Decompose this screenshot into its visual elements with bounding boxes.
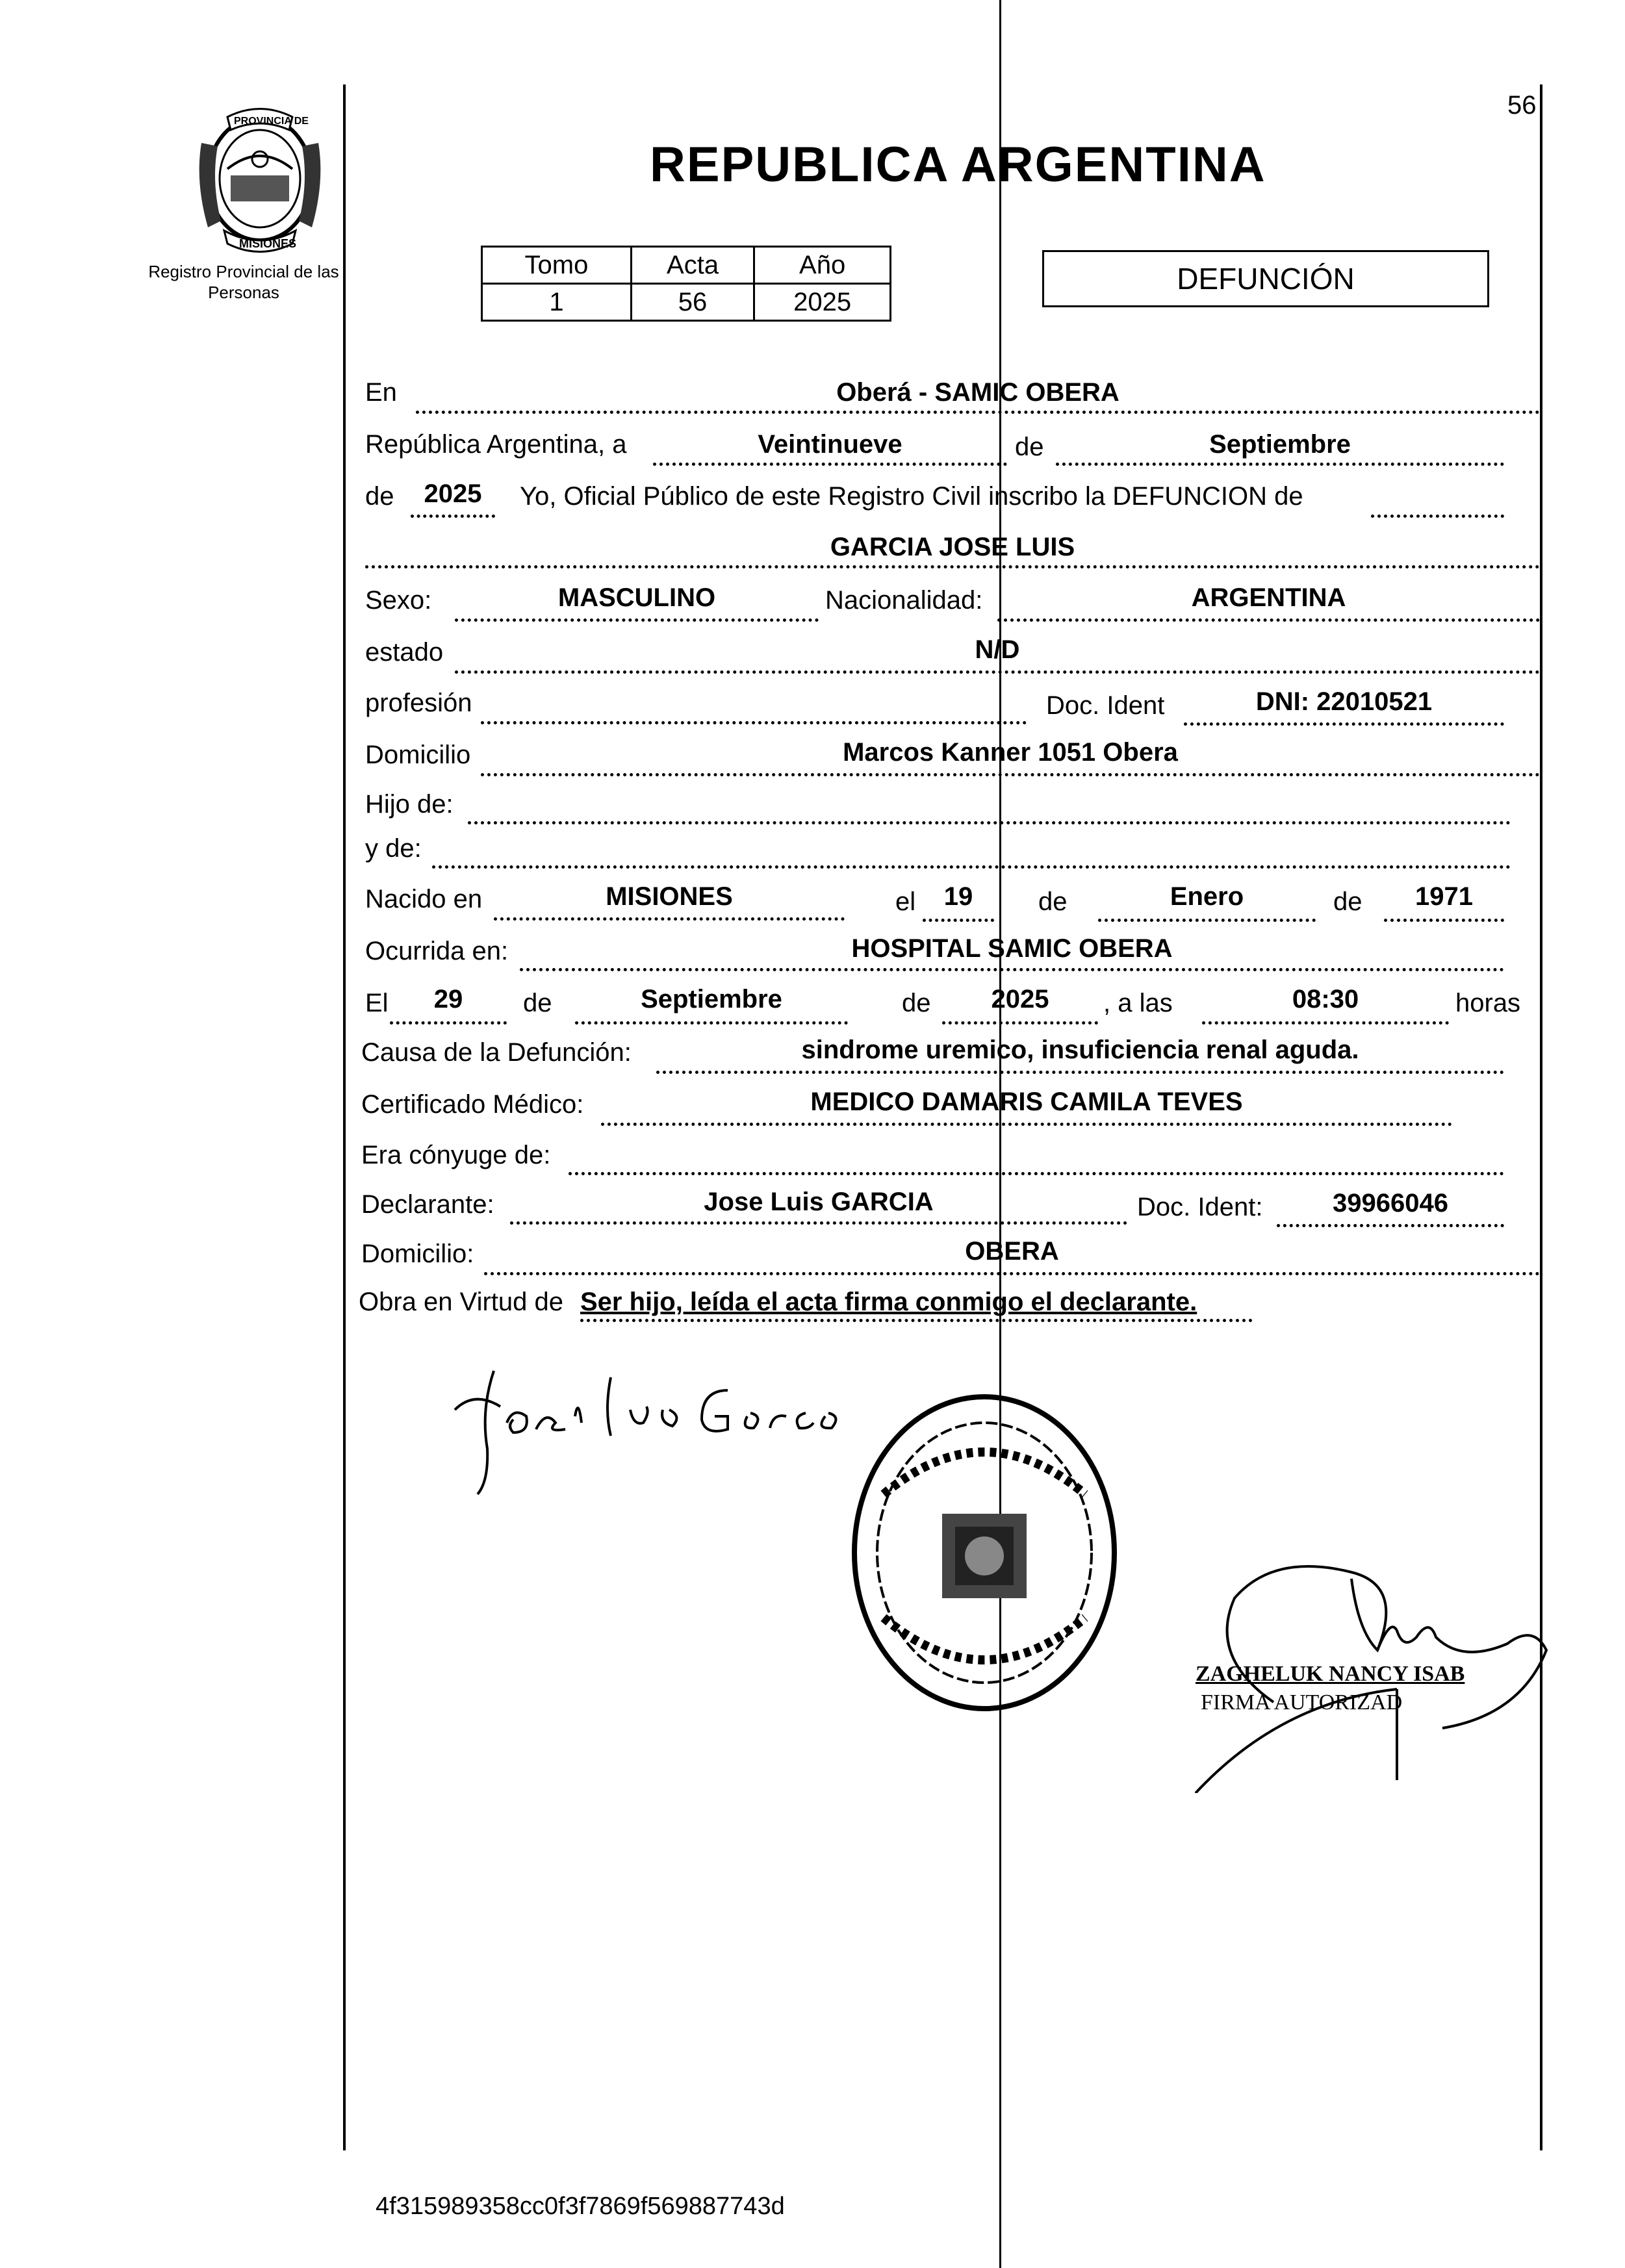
dots-ocurrida-en: [520, 968, 1504, 971]
dots-lugar: [416, 411, 1540, 414]
label-de-5: de: [523, 989, 552, 1017]
official-circular-stamp: [838, 1384, 1131, 1722]
right-margin-line: [1540, 84, 1542, 2150]
value-nac-dia: 19: [943, 882, 973, 911]
dots-mes: [1056, 463, 1504, 466]
table-value-acta: 56: [631, 284, 754, 321]
label-y-de: y de:: [365, 834, 422, 863]
dots-certificado: [601, 1123, 1452, 1126]
value-lugar: Oberá - SAMIC OBERA: [836, 378, 1120, 407]
dots-estado: [455, 670, 1540, 674]
value-certificado: MEDICO DAMARIS CAMILA TEVES: [810, 1088, 1243, 1116]
label-en: En: [365, 378, 397, 407]
table-value-row: [482, 284, 891, 321]
label-el-cap: El: [365, 989, 389, 1017]
dots-nac-dia: [923, 919, 994, 922]
label-nacionalidad: Nacionalidad:: [825, 586, 983, 615]
official-signature: [1183, 1520, 1559, 1793]
value-obra: Ser hijo, leída el acta firma conmigo el declarante.: [580, 1288, 1197, 1316]
value-nombre: GARCIA JOSE LUIS: [830, 533, 1075, 561]
table-header-anio: Año: [754, 247, 891, 284]
value-nac-anio: 1971: [1415, 882, 1473, 911]
dots-nac-mes: [1098, 919, 1316, 922]
registry-name: Registro Provincial de las Personas: [148, 262, 339, 302]
label-domicilio: Domicilio: [365, 741, 471, 769]
label-de-2: de: [365, 482, 394, 511]
label-certificado: Certificado Médico:: [361, 1090, 584, 1119]
dots-def-mes: [575, 1021, 848, 1025]
dots-nombre: [365, 565, 1540, 568]
label-profesion: profesión: [365, 689, 472, 717]
label-yo: Yo, Oficial Público de este Registro Civil inscribo la DEFUNCION de: [520, 482, 1303, 511]
dots-profesion: [481, 721, 1027, 724]
label-de-6: de: [902, 989, 931, 1017]
label-horas: horas: [1455, 989, 1521, 1017]
dots-causa: [656, 1071, 1504, 1074]
value-estado: N/D: [975, 635, 1020, 664]
table-header-tomo: Tomo: [482, 247, 632, 284]
seal-text-top: PROVINCIA DE: [234, 116, 309, 127]
value-ocurrida-en: HOSPITAL SAMIC OBERA: [851, 934, 1173, 963]
table-value-tomo: 1: [482, 284, 632, 321]
label-conyuge: Era cónyuge de:: [361, 1141, 551, 1169]
label-a-las: , a las: [1103, 989, 1173, 1017]
dots-conyuge: [569, 1172, 1504, 1175]
dots-sexo: [455, 618, 819, 622]
dots-declarante: [510, 1221, 1127, 1225]
label-hijo-de: Hijo de:: [365, 790, 454, 819]
label-nacido-en: Nacido en: [365, 885, 483, 913]
label-obra: Obra en Virtud de: [359, 1288, 564, 1316]
label-estado: estado: [365, 638, 444, 667]
label-doc-ident-declarante: Doc. Ident:: [1137, 1193, 1263, 1221]
left-margin-line: [343, 84, 346, 2150]
value-nac-mes: Enero: [1170, 882, 1244, 911]
dots-nac-anio: [1384, 919, 1504, 922]
value-hora: 08:30: [1292, 985, 1359, 1013]
declarant-signature: [416, 1351, 845, 1501]
dots-y-de: [432, 865, 1511, 869]
dots-anio: [411, 515, 495, 518]
value-sexo: MASCULINO: [557, 583, 716, 612]
seal-text-bottom: MISIONES: [239, 237, 297, 250]
dots-hora: [1202, 1021, 1449, 1025]
value-documento: DNI: 22010521: [1255, 687, 1433, 716]
label-sexo: Sexo:: [365, 586, 432, 615]
dots-def-dia: [390, 1021, 507, 1025]
fold-line: [999, 0, 1001, 2268]
page-title: REPUBLICA ARGENTINA: [650, 137, 1266, 192]
value-dia-texto: Veintinueve: [758, 430, 902, 459]
dots-documento: [1184, 722, 1504, 726]
dots-nacionalidad: [997, 618, 1540, 622]
value-mes: Septiembre: [1209, 430, 1351, 459]
value-domicilio: Marcos Kanner 1051 Obera: [843, 738, 1178, 767]
dots-hijo-de: [468, 821, 1511, 824]
label-declarante: Declarante:: [361, 1190, 494, 1219]
label-domicilio-declarante: Domicilio:: [361, 1240, 474, 1268]
dots-def-anio: [942, 1021, 1098, 1025]
value-declarante-doc: 39966046: [1333, 1189, 1448, 1217]
value-def-dia: 29: [433, 985, 463, 1013]
table-header-row: [482, 247, 891, 284]
table-value-anio: 2025: [754, 284, 891, 321]
value-anio: 2025: [424, 479, 482, 508]
value-causa: sindrome uremico, insuficiencia renal aguda.: [801, 1036, 1359, 1064]
label-doc-ident: Doc. Ident: [1046, 691, 1165, 720]
document-hash: 4f315989358cc0f3f7869f569887743d: [376, 2193, 785, 2220]
label-de-4: de: [1333, 887, 1363, 916]
dots-declarante-domicilio: [484, 1272, 1540, 1275]
document-type-box: DEFUNCIÓN: [1042, 250, 1489, 307]
dots-domicilio: [481, 773, 1540, 776]
dots-nacido-en: [494, 917, 845, 921]
label-el: el: [895, 887, 916, 916]
label-de-3: de: [1038, 887, 1068, 916]
value-declarante: Jose Luis GARCIA: [704, 1188, 934, 1216]
dots-declarante-doc: [1277, 1224, 1504, 1227]
label-ocurrida-en: Ocurrida en:: [365, 937, 509, 965]
official-stamp-name: ZAGHELUK NANCY ISAB: [1196, 1662, 1465, 1686]
dots-dia-texto: [653, 463, 1007, 466]
label-de-1: de: [1015, 433, 1044, 461]
page-number: 56: [1507, 91, 1537, 120]
table-header-acta: Acta: [631, 247, 754, 284]
value-nacionalidad: ARGENTINA: [1191, 583, 1346, 612]
value-def-anio: 2025: [991, 985, 1049, 1013]
value-declarante-domicilio: OBERA: [965, 1237, 1059, 1266]
label-causa: Causa de la Defunción:: [361, 1038, 632, 1067]
value-def-mes: Septiembre: [641, 985, 782, 1013]
coat-of-arms-logo: [182, 104, 338, 260]
record-table: [481, 246, 891, 322]
dots-yo-end: [1371, 515, 1504, 518]
official-stamp-role: FIRMA AUTORIZAD: [1201, 1690, 1403, 1714]
dots-obra: [580, 1319, 1253, 1322]
value-nacido-en: MISIONES: [606, 882, 733, 911]
label-republica: República Argentina, a: [365, 430, 627, 459]
